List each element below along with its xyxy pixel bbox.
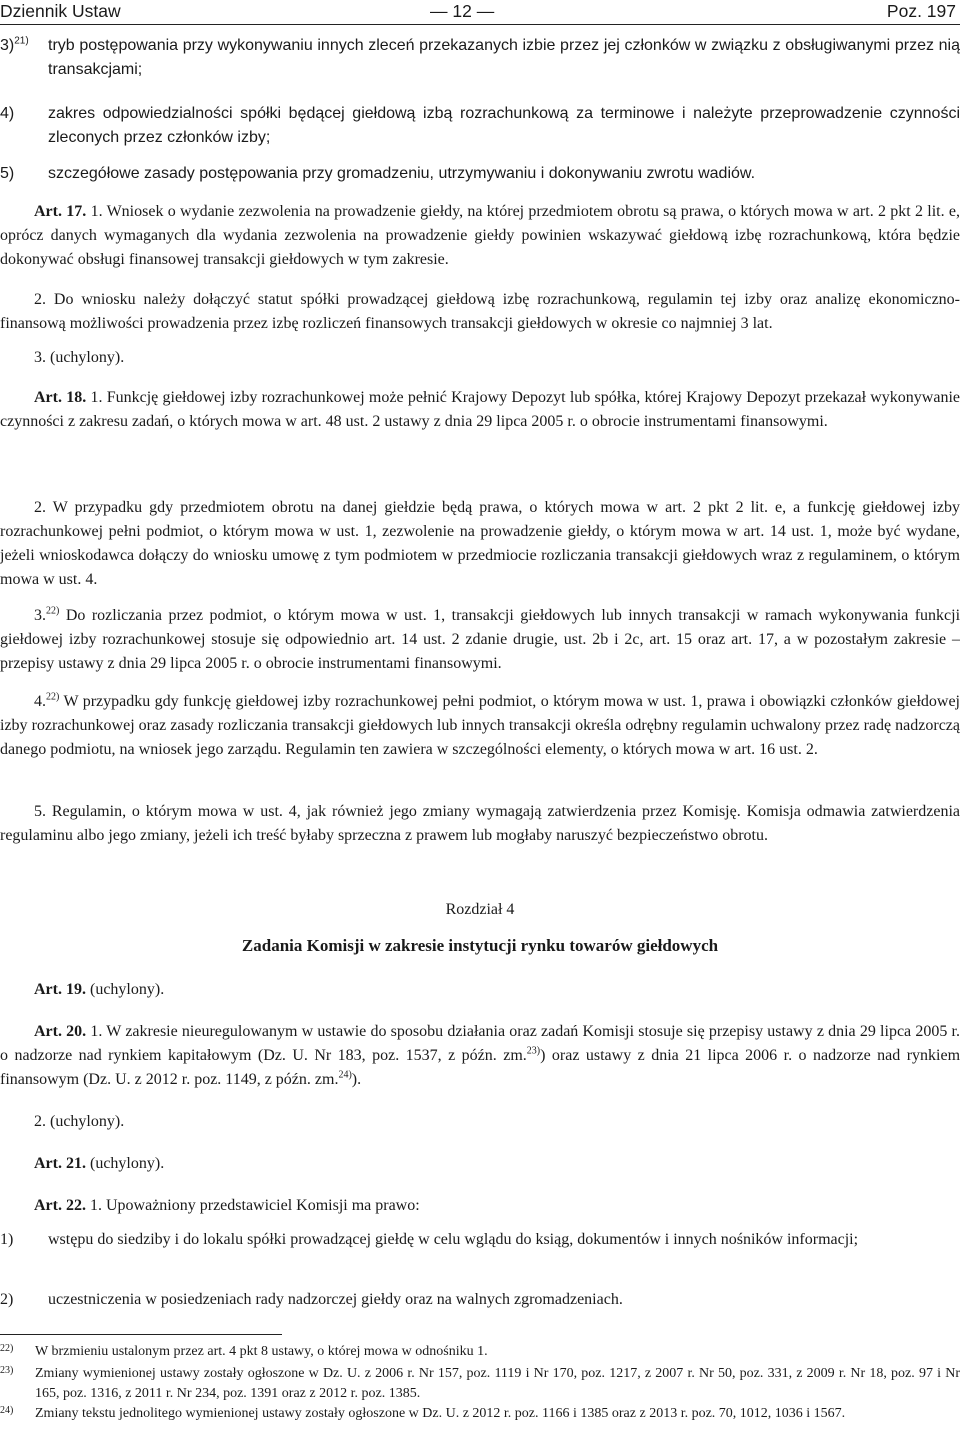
art18-paragraph-1: Art. 18. 1. Funkcję giełdowej izby rozrachunkowej może pełnić Krajowy Depozyt lub spółka, której Krajowy Depozyt przekazał wykonywanie czynności z zakresu zadań, o których mowa w art. 48 ust. 2 ustawy z dnia 29 lipca 2005 r. o obrocie instrumentami finansowymi. xyxy=(0,389,960,430)
article-label: Art. 22. xyxy=(34,1197,86,1214)
art20-paragraph-1: Art. 20. 1. W zakresie nieuregulowanym w ustawie do sposobu działania oraz zadań Komisji stosuje się przepisy ustawy z dnia 29 lipca 2005 r. o nadzorze nad rynkiem kapitałowym (Dz. U. Nr 183, poz. 1537, z późn. zm.$^{23)}$) oraz ustawy z dnia 21 lipca 2006 r. o nadzorze nad rynkiem finansowym (Dz. U. z 2012 r. poz. 1149, z późn. zm.$^{24)}$). xyxy=(0,1023,960,1088)
page-header xyxy=(0,0,960,25)
art17-paragraph-1: Art. 17. 1. Wniosek o wydanie zezwolenia na prowadzenie giełdy, na której przedmiotem obrotu są prawa, o których mowa w art. 2 pkt 2 lit. e, oprócz danych wymaganych dla wydania zezwolenia na prowadzenie giełdy powinien wskazywać giełdową izbę rozrachunkową, która będzie dokonywać obsługi finansowej transakcji giełdowych w tym zakresie. xyxy=(0,203,960,268)
art18-paragraph-2: 2. W przypadku gdy przedmiotem obrotu na danej giełdzie będą prawa, o których mowa w art. 2 pkt 2 lit. e, a funkcję giełdowej izby rozrachunkowej pełni podmiot, o którym mowa w ust. 1, zezwolenie na prowadzenie giełdy, o którym mowa w art. 14 ust. 1, może być wydane, jeżeli wnioskodawca dołączy do wniosku umowę z tym podmiotem w przedmiocie rozliczania transakcji giełdowych wraz z regulaminem, o którym mowa w ust. 4. xyxy=(0,499,960,588)
article-label: Art. 18. xyxy=(34,389,87,406)
article-label: Art. 17. xyxy=(34,203,87,220)
footnote-divider xyxy=(0,1334,282,1335)
art18-paragraph-5: 5. Regulamin, o którym mowa w ust. 4, jak również jego zmiany wymagają zatwierdzenia przez Komisję. Komisja odmawia zatwierdzenia regulaminu albo jego zmiany, jeżeli ich treść byłaby sprzeczna z prawem lub mogłaby naruszyć bezpieczeństwo obrotu. xyxy=(0,803,960,844)
art17-paragraph-3: 3. (uchylony). xyxy=(34,349,125,366)
chapter-label: Rozdział 4 xyxy=(445,901,515,918)
art21: Art. 21. (uchylony). xyxy=(34,1155,165,1172)
chapter-title: Zadania Komisji w zakresie instytucji rynku towarów giełdowych xyxy=(241,936,719,955)
list-item: 5) szczegółowe zasady postępowania przy gromadzeniu, utrzymywaniu i dokonywaniu zwrotu wadiów. xyxy=(0,165,756,182)
article-label: Art. 21. xyxy=(34,1155,86,1172)
art18-paragraph-3: 3.$^{22)}$ Do rozliczania przez podmiot, o którym mowa w ust. 1, transakcji giełdowych lub innych transakcji w ramach wykonywania funkcji giełdowej izby rozrachunkowej stosuje się odpowiednio art. 14 ust. 2 zdanie drugie, ust. 2b i 2c, art. 15 oraz art. 17, a w pozostałym zakresie – przepisy ustawy z dnia 29 lipca 2005 r. o obrocie instrumentami finansowymi. xyxy=(0,605,960,672)
art18-paragraph-4: 4.$^{22)}$ W przypadku gdy funkcję giełdowej izby rozrachunkowej pełni podmiot, o którym mowa w ust. 1, prawa i obowiązki członków giełdowej izby rozrachunkowej oraz zasady rozliczania transakcji giełdowych lub innych transakcji określa odrębny regulamin uchwalony przez radę nadzorczą danego podmiotu, na wniosek jego zarządu. Regulamin ten zawiera w szczególności elementy, o których mowa w art. 16 ust. 2. xyxy=(0,691,960,758)
footnote: 22) W brzmieniu ustalonym przez art. 4 pkt 8 ustawy, o której mowa w odnośniku 1. xyxy=(0,1343,488,1359)
list-item: 3)$^{21)}$ tryb postępowania przy wykonywaniu innych zleceń przekazanych izbie przez jej członków w związku z obsługiwanymi przez nią transakcjami; xyxy=(0,35,960,78)
art17-paragraph-2: 2. Do wniosku należy dołączyć statut spółki prowadzącej giełdową izbę rozrachunkową, regulamin tej izby oraz analizę ekonomiczno-finansową możliwości prowadzenia przez izbę rozliczeń finansowych transakcji giełdowych w okresie co najmniej 3 lat. xyxy=(0,291,960,332)
article-label: Art. 20. xyxy=(34,1023,87,1040)
footnote: 24) Zmiany tekstu jednolitego wymienionej ustawy zostały ogłoszone w Dz. U. z 2012 r. poz. 1166 i 1385 oraz z 2013 r. poz. 70, 1012, 1036 i 1567. xyxy=(0,1405,846,1421)
position-number: Poz. 197 xyxy=(886,1,956,21)
article-label: Art. 19. xyxy=(34,981,86,998)
list-item: 1) wstępu do siedziby i do lokalu spółki prowadzącej giełdę w celu wglądu do ksiąg, dokumentów i innych nośników informacji; xyxy=(0,1231,859,1248)
footnote: 23) Zmiany wymienionej ustawy zostały ogłoszone w Dz. U. z 2006 r. Nr 157, poz. 1119 i Nr 170, poz. 1217, z 2007 r. Nr 50, poz. 331, z 2009 r. Nr 18, poz. 97 i Nr 165, poz. 1316, z 2011 r. Nr 234, poz. 1391 oraz z 2012 r. poz. 1385. xyxy=(0,1365,960,1401)
page-number: — 12 — xyxy=(430,1,495,21)
art19: Art. 19. (uchylony). xyxy=(34,981,165,998)
art22-intro: Art. 22. 1. Upoważniony przedstawiciel Komisji ma prawo: xyxy=(34,1197,420,1214)
list-item: 4) zakres odpowiedzialności spółki będącej giełdową izbą rozrachunkową za terminowe i należyte przeprowadzenie czynności zleconych przez członków izby; xyxy=(0,105,960,146)
list-item: 2) uczestniczenia w posiedzeniach rady nadzorczej giełdy oraz na walnych zgromadzeniach. xyxy=(0,1291,623,1308)
art20-paragraph-2: 2. (uchylony). xyxy=(34,1113,125,1130)
publication-title: Dziennik Ustaw xyxy=(0,1,121,21)
